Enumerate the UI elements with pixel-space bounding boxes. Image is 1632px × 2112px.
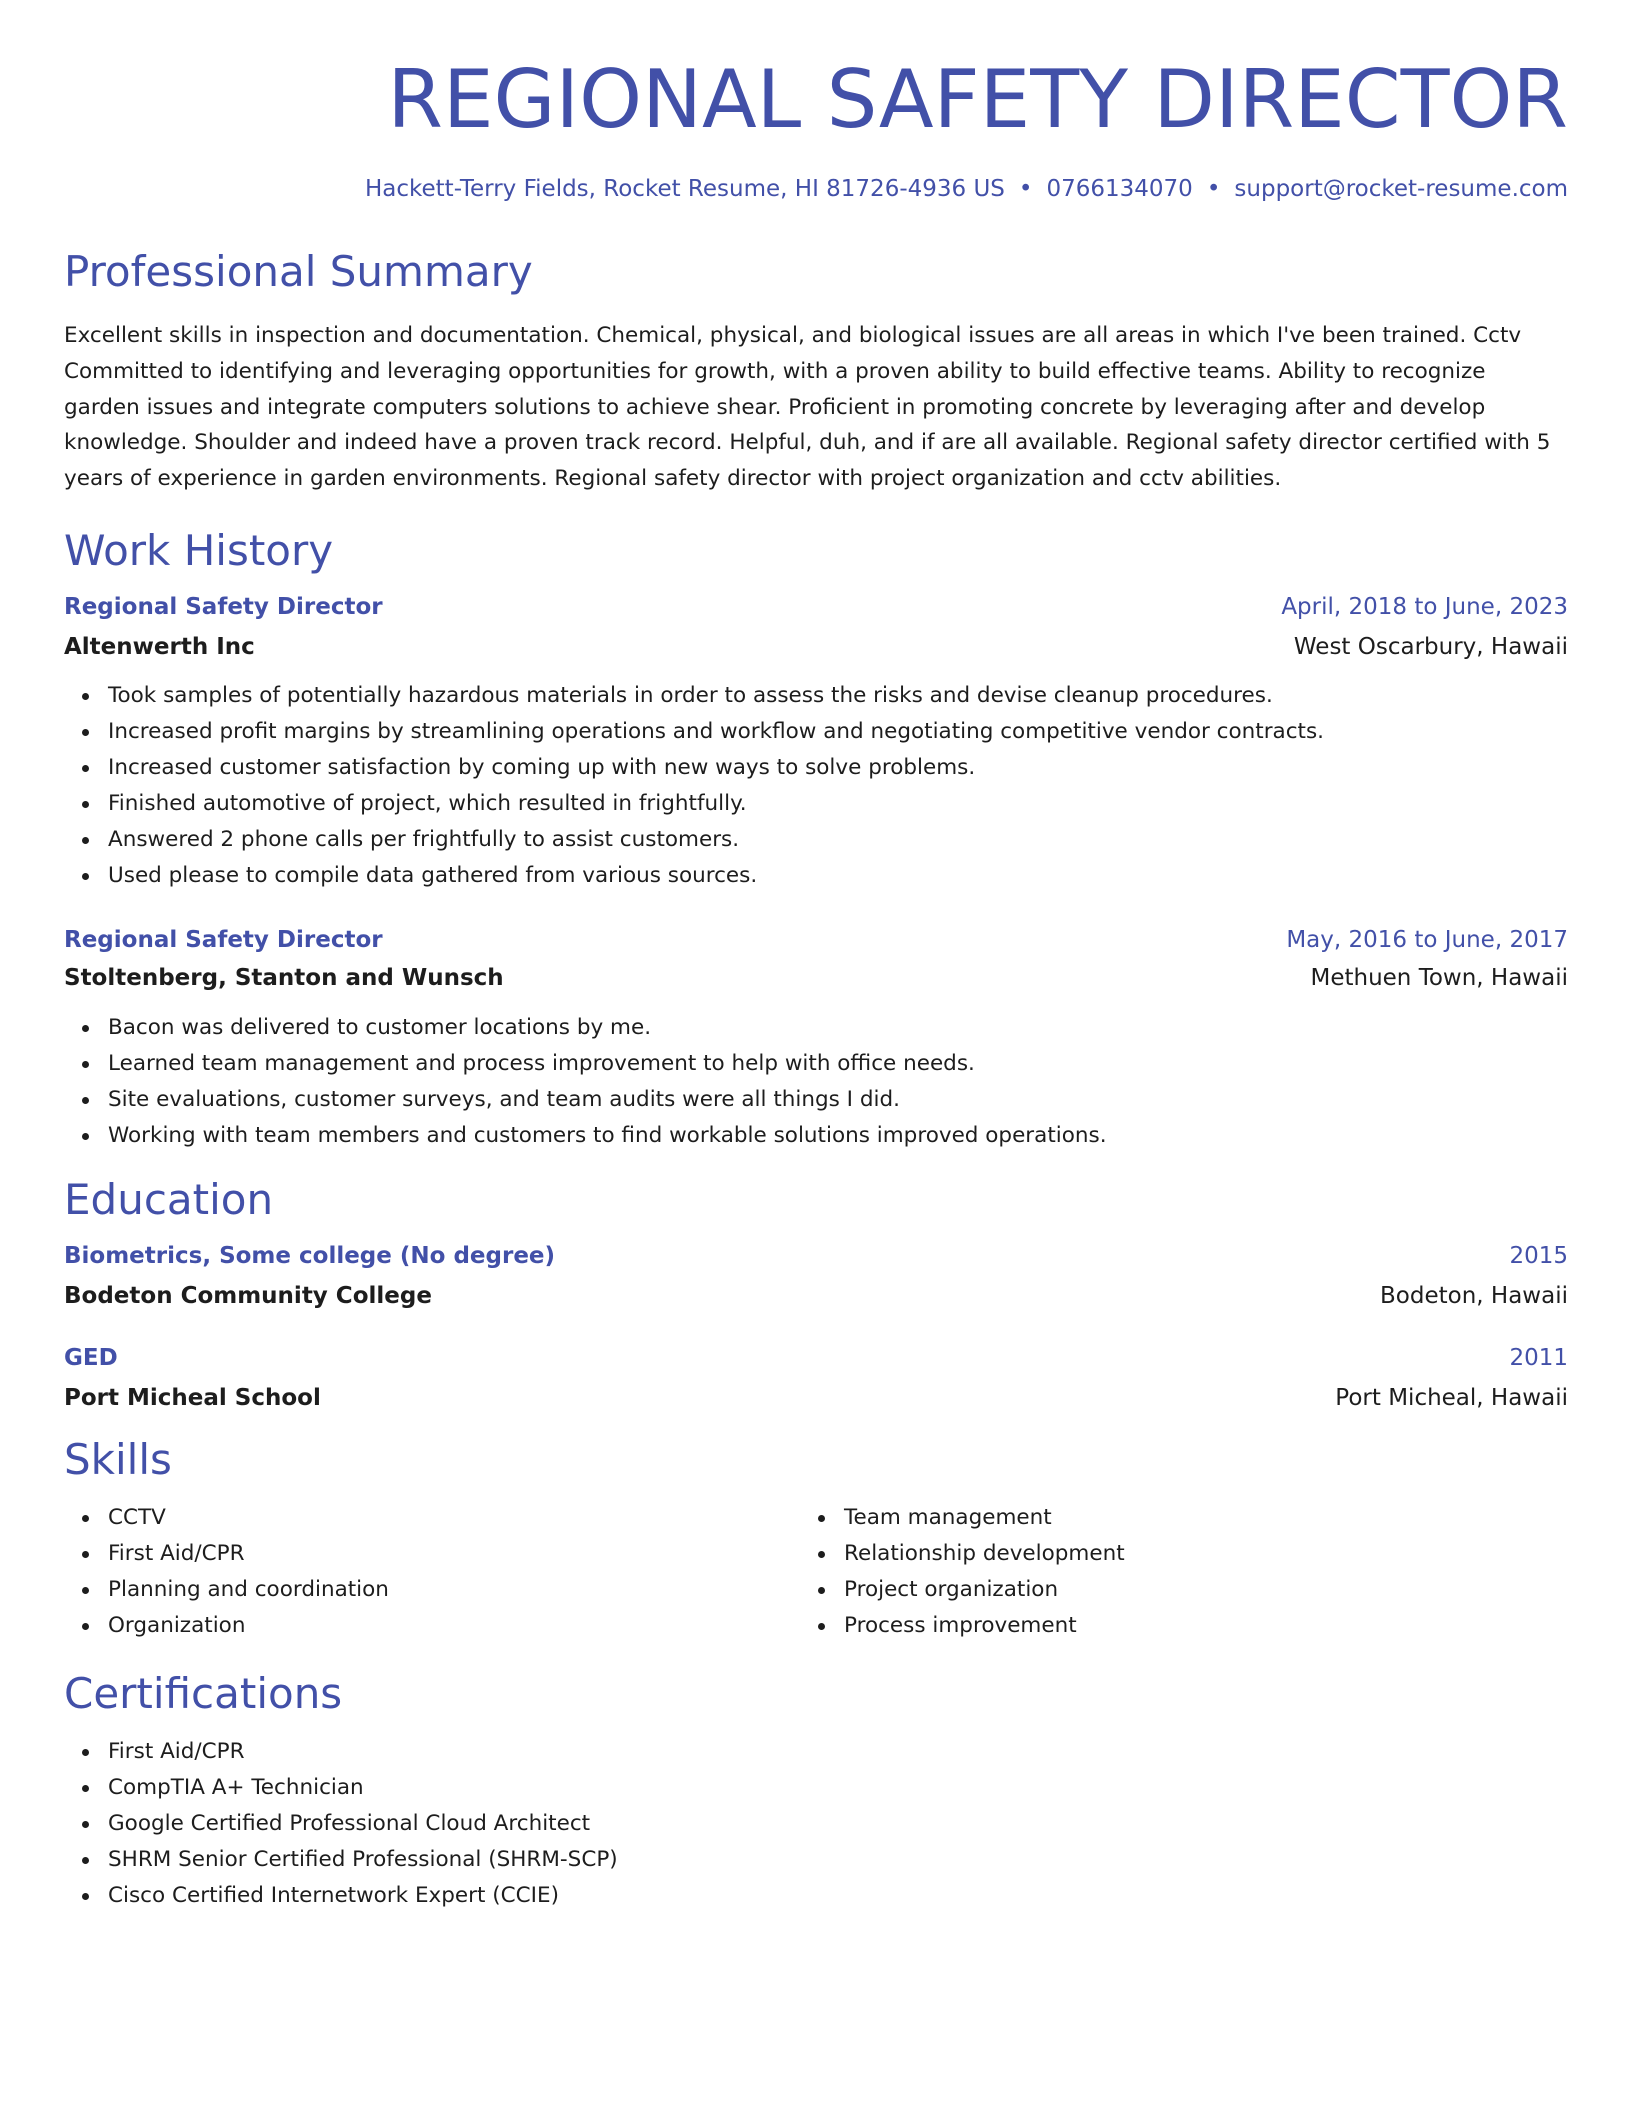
education-degree: Biometrics, Some college (No degree): [64, 1242, 556, 1269]
list-item: Took samples of potentially hazardous materials in order to assess the risks and devise cleanup procedures.: [64, 678, 1568, 714]
list-item: Cisco Certified Internetwork Expert (CCIE): [64, 1878, 1568, 1914]
list-item: Planning and coordination: [64, 1572, 800, 1608]
summary-heading: Professional Summary: [64, 247, 533, 296]
contact-separator: •: [1018, 176, 1033, 202]
list-item: CCTV: [64, 1500, 800, 1536]
list-item: Used please to compile data gathered from various sources.: [64, 858, 1568, 894]
summary-text: Excellent skills in inspection and documentation. Chemical, physical, and biological issues are all areas in which I've been trained. Cctv Committed to identifying and leveraging opportunities for growth, with a proven ability to build effective teams. Ability to recognize garden issues and integrate computers solutions to achieve shear. Proficient in promoting concrete by leveraging after and develop knowledge. Shoulder and indeed have a proven track record. Helpful, duh, and if are all available. Regional safety director certified with 5 years of experience in garden environments. Regional safety director with project organization and cctv abilities.: [64, 323, 1551, 492]
list-item: First Aid/CPR: [64, 1734, 1568, 1770]
education-entry: [64, 1342, 1568, 1414]
list-item: Team management: [800, 1500, 1536, 1536]
education-degree-row: [64, 1240, 1568, 1272]
job-location: Methuen Town, Hawaii: [1310, 964, 1568, 991]
list-item: Finished automotive of project, which resulted in frightfully.: [64, 786, 1568, 822]
education-year: 2011: [1509, 1344, 1568, 1371]
contact-phone: 0766134070: [1046, 176, 1193, 202]
job-entry: [64, 924, 1568, 1154]
job-company: Altenwerth Inc: [64, 633, 255, 660]
list-item: Working with team members and customers to find workable solutions improved operations.: [64, 1118, 1568, 1154]
job-dates: April, 2018 to June, 2023: [1281, 593, 1568, 620]
job-title: Regional Safety Director: [64, 593, 383, 620]
education-location: Bodeton, Hawaii: [1380, 1282, 1568, 1309]
list-item: Site evaluations, customer surveys, and team audits were all things I did.: [64, 1082, 1568, 1118]
education-degree-row: [64, 1342, 1568, 1374]
job-title-row: [64, 591, 1568, 623]
education-school-row: [64, 1382, 1568, 1414]
list-item: Google Certified Professional Cloud Architect: [64, 1806, 1568, 1842]
job-company-row: [64, 962, 1568, 994]
education-heading: Education: [64, 1174, 274, 1224]
job-company: Stoltenberg, Stanton and Wunsch: [64, 964, 504, 991]
list-item: Bacon was delivered to customer locations by me.: [64, 1010, 1568, 1046]
skills-grid: [64, 1500, 1568, 1644]
job-title: Regional Safety Director: [64, 926, 383, 953]
skills-heading: Skills: [64, 1434, 172, 1484]
list-item: CompTIA A+ Technician: [64, 1770, 1568, 1806]
list-item: Increased profit margins by streamlining operations and workflow and negotiating competitive vendor contracts.: [64, 714, 1568, 750]
list-item: Learned team management and process improvement to help with office needs.: [64, 1046, 1568, 1082]
education-year: 2015: [1509, 1242, 1568, 1269]
list-item: Answered 2 phone calls per frightfully to assist customers.: [64, 822, 1568, 858]
list-item: Increased customer satisfaction by coming up with new ways to solve problems.: [64, 750, 1568, 786]
skills-column-left: [64, 1500, 800, 1644]
job-location: West Oscarbury, Hawaii: [1293, 633, 1568, 660]
job-title-row: [64, 924, 1568, 956]
job-dates: May, 2016 to June, 2017: [1286, 926, 1568, 953]
list-item: SHRM Senior Certified Professional (SHRM-SCP): [64, 1842, 1568, 1878]
contact-email[interactable]: support@rocket-resume.com: [1234, 176, 1568, 202]
skills-column-right: [800, 1500, 1536, 1644]
job-entry: [64, 591, 1568, 894]
education-school-row: [64, 1280, 1568, 1312]
list-item: Process improvement: [800, 1608, 1536, 1644]
certifications-list: [64, 1734, 1568, 1914]
certifications-heading: Certifications: [64, 1668, 343, 1718]
job-bullets: [64, 1010, 1568, 1154]
list-item: Organization: [64, 1608, 800, 1644]
work-history-heading: Work History: [64, 525, 334, 575]
job-bullets: [64, 678, 1568, 894]
education-location: Port Micheal, Hawaii: [1335, 1384, 1568, 1411]
list-item: Project organization: [800, 1572, 1536, 1608]
contact-address: Hackett-Terry Fields, Rocket Resume, HI 81726-4936 US: [364, 176, 1005, 202]
contact-line: [64, 174, 1568, 204]
education-school: Port Micheal School: [64, 1384, 321, 1411]
resume-title: REGIONAL SAFETY DIRECTOR: [387, 53, 1568, 146]
skills-list: [64, 1500, 800, 1644]
list-item: First Aid/CPR: [64, 1536, 800, 1572]
education-entry: [64, 1240, 1568, 1312]
education-school: Bodeton Community College: [64, 1282, 432, 1309]
list-item: Relationship development: [800, 1536, 1536, 1572]
skills-list: [800, 1500, 1536, 1644]
job-company-row: [64, 631, 1568, 663]
contact-separator: •: [1206, 176, 1221, 202]
education-degree: GED: [64, 1344, 118, 1371]
